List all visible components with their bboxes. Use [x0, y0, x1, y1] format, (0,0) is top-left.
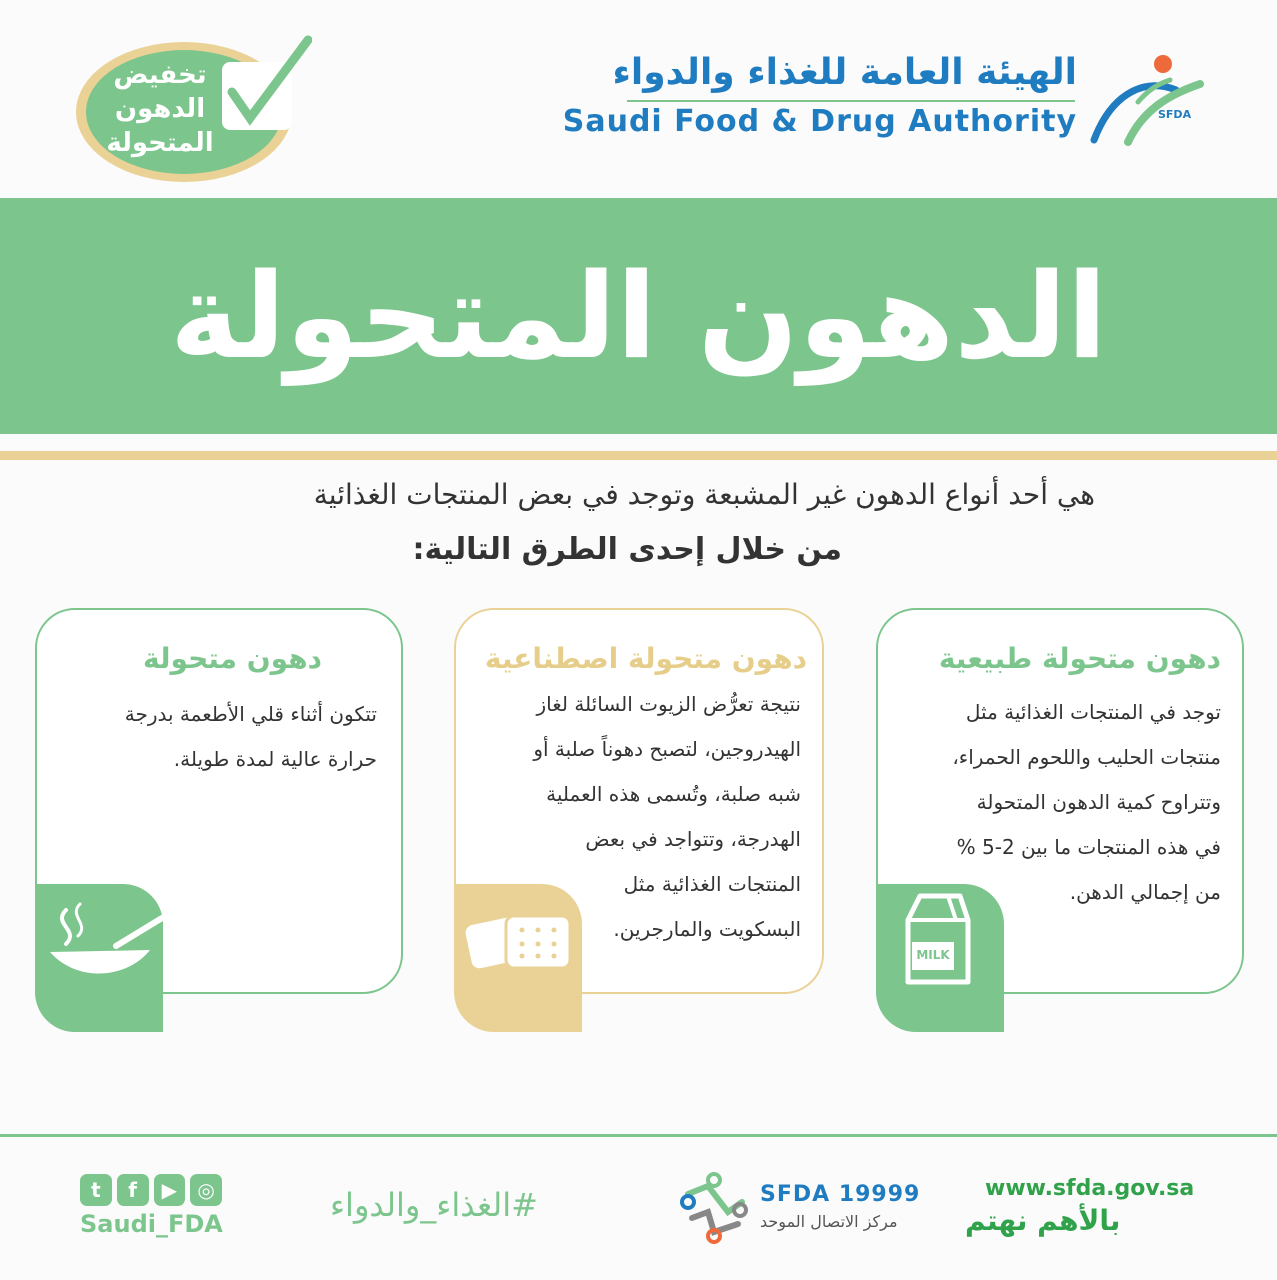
card-artificial-line: نتيجة تعرُّض الزيوت السائلة لغاز	[536, 692, 801, 716]
youtube-icon[interactable]: ▶	[154, 1174, 186, 1206]
facebook-icon[interactable]: f	[117, 1174, 149, 1206]
footer-website[interactable]: www.sfda.gov.sa	[985, 1176, 1195, 1201]
stamp-text: تخفيض الدهون المتحولة	[106, 60, 214, 158]
biscuits-icon	[464, 906, 576, 972]
card-natural-text	[891, 690, 1221, 915]
call-center-number[interactable]: SFDA 19999	[760, 1182, 921, 1207]
card-frying-line: تتكون أثناء قلي الأطعمة بدرجة	[124, 702, 377, 726]
call-center-label: مركز الاتصال الموحد	[760, 1212, 898, 1231]
card-frying-line: حرارة عالية لمدة طويلة.	[173, 747, 377, 771]
card-natural-title: دهون متحولة طبيعية	[938, 642, 1221, 675]
sfda-badge-text: SFDA	[1158, 108, 1192, 121]
social-icons	[80, 1174, 222, 1208]
footer-divider	[0, 1134, 1277, 1137]
instagram-icon[interactable]: ◎	[190, 1174, 222, 1206]
sfda-logo-mark	[1088, 50, 1208, 150]
twitter-icon[interactable]: t	[80, 1174, 112, 1206]
intro-line-1: هي أحد أنواع الدهون غير المشبعة وتوجد في بعض المنتجات الغذائية	[313, 478, 1095, 511]
card-artificial-line: الهيدروجين، لتصبح دهوناً صلبة أو	[533, 737, 801, 761]
call-center-logo-icon	[678, 1172, 750, 1244]
footer-slogan: بالأهم نهتم	[965, 1204, 1121, 1237]
card-natural-line: في هذه المنتجات ما بين 2-5 %	[956, 835, 1221, 859]
reduce-trans-fat-stamp	[72, 22, 312, 187]
sfda-logo-arabic: الهيئة العامة للغذاء والدواء	[612, 52, 1077, 93]
card-artificial-line: البسكويت والمارجرين.	[613, 917, 801, 941]
gold-divider	[0, 451, 1277, 460]
card-artificial-line: شبه صلبة، وتُسمى هذه العملية	[546, 782, 801, 806]
footer-hashtag[interactable]: #الغذاء_والدواء	[330, 1186, 538, 1224]
card-artificial-title: دهون متحولة اصطناعية	[484, 642, 807, 675]
card-artificial-line: المنتجات الغذائية مثل	[623, 872, 801, 896]
intro-line-2: من خلال إحدى الطرق التالية:	[412, 532, 842, 567]
card-natural-line: توجد في المنتجات الغذائية مثل	[965, 700, 1221, 724]
card-natural-line: من إجمالي الدهن.	[1069, 880, 1221, 904]
frying-pan-icon	[46, 900, 164, 980]
card-natural-line: وتتراوح كمية الدهون المتحولة	[976, 790, 1221, 814]
card-artificial-line: الهدرجة، وتتواجد في بعض	[585, 827, 801, 851]
card-frying-title: دهون متحولة	[143, 642, 322, 675]
milk-carton-icon	[900, 892, 972, 988]
page-title: الدهون المتحولة	[169, 247, 1108, 385]
logo-divider	[627, 100, 1075, 102]
social-handle[interactable]: Saudi_FDA	[80, 1210, 223, 1238]
card-frying-text	[47, 692, 377, 782]
milk-label: MILK	[916, 948, 950, 962]
sfda-logo-english: Saudi Food & Drug Authority	[562, 104, 1077, 139]
card-natural-line: منتجات الحليب واللحوم الحمراء،	[952, 745, 1221, 769]
